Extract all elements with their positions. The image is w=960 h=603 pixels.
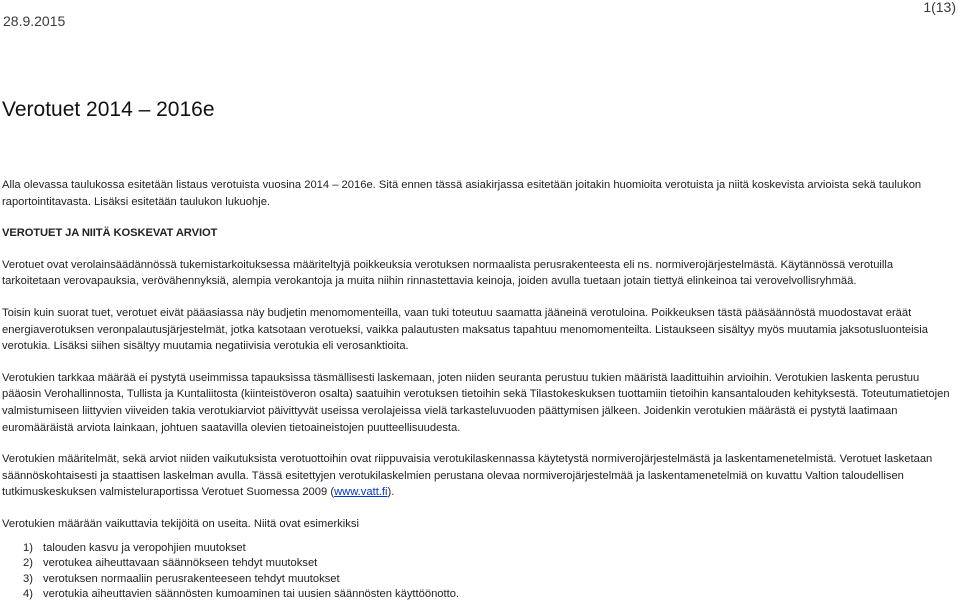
paragraph-budget: Toisin kuin suorat tuet, verotuet eivät pääasiassa näy budjetin menomomenteilla, vaan tuki toteutuu saamatta jääneinä verotuloina. Poikkeuksen tästä pääsäännöstä muodostavat eräät energiaverotuksen veronpalautusjärjestelmät, jotka katsotaan verotueksi, vaikka palautusten maksatus tapahtuu menomomenteilta. Listaukseen sisältyy myös muutamia jaksotusluonteisia verotukia. Lisäksi siihen sisältyy muutamia negatiivisia verotukia eli verosanktioita.: [2, 306, 928, 353]
list-number: 2): [23, 557, 33, 570]
vatt-link[interactable]: www.vatt.fi: [334, 486, 388, 499]
list-number: 1): [23, 541, 33, 554]
paragraph-definition: Verotuet ovat verolainsäädännössä tukemistarkoituksessa määriteltyjä poikkeuksia verotuksen normaalista perusrakenteesta eli ns. normiverojärjestelmästä. Käytännössä verotuilla tarkoitetaan verovapauksia, verövähennyksiä, alempia verokantoja ja muita niihin rinnastettavia keinoja, joiden avulla tuetaan jotain tiettyä elinkeinoa tai verovelvollisryhmää.: [2, 258, 894, 288]
list-number: 4): [23, 588, 33, 601]
intro-paragraph: Alla olevassa taulukossa esitetään listaus verotuista vuosina 2014 – 2016e. Sitä ennen tässä asiakirjassa esitetään joitakin huomioita verotuista ja niitä koskevista arvioista sekä taulukon raportointitavasta. Lisäksi esitetään taulukon lukuohje.: [2, 179, 922, 208]
section-heading: VEROTUET JA NIITÄ KOSKEVAT ARVIOT: [2, 227, 218, 240]
document-date: 28.9.2015: [3, 13, 66, 29]
paragraph-factors-intro: Verotukien määrään vaikuttavia tekijöitä on useita. Niitä ovat esimerkiksi: [2, 517, 359, 530]
list-text: verotukea aiheuttavaan säännökseen tehdyt muutokset: [43, 557, 318, 570]
list-number: 3): [23, 572, 33, 585]
list-item: [2, 556, 952, 572]
methodology-text-end: ).: [387, 486, 395, 499]
page-number: 1(13): [923, 0, 956, 15]
list-text: verotuksen normaaliin perusrakenteeseen tehdyt muutokset: [43, 572, 340, 585]
document-title: Verotuet 2014 – 2016e: [2, 98, 215, 121]
factors-list: [2, 541, 952, 603]
list-item: [2, 572, 952, 588]
paragraph-methodology: [2, 451, 952, 501]
list-text: talouden kasvu ja veropohjien muutokset: [43, 541, 246, 554]
document-body: [2, 177, 952, 603]
methodology-text: Verotukien määritelmät, sekä arviot niiden vaikutuksista verotuottoihin ovat riippuvaisia verotukilaskennassa käytetystä normiverojärjestelmästä ja laskentamenetelmistä. Verotuet lasketaan säännöskohtaisesti ja staattisen laskelman avulla. Tässä esitettyjen verotukilaskelmien perustana olevaa normiverojärjestelmää ja laskentamenetelmiä on kuvattu Valtion taloudellisen tutkimuskeskuksen valmisteluraportissa Verotuet Suomessa 2009 (: [2, 453, 933, 499]
paragraph-estimation: Verotukien tarkkaa määrää ei pystytä useimmissa tapauksissa täsmällisesti laskemaan, joten niiden seuranta perustuu tukien määristä laadittuihin arvioihin. Verotukien laskenta perustuu pääosin Verohallinnosta, Tullista ja Kuntaliitosta (kiinteistöveron osalta) saatuihin verotuksen tietoihin sekä Tilastokeskuksen tuottamiin tietoihin kansantalouden kehityksestä. Toteutumatietojen valmistumiseen liittyvien viiveiden takia verotukiarviot päivittyvät useissa verolajeissa vielä tarkasteluvuoden päättymisen jälkeen. Joidenkin verotukien määrästä ei pystytä laatimaan euromääräistä arviota lainkaan, johtuen saatavilla olevien tietoaineistojen puutteellisuudesta.: [2, 371, 950, 434]
list-text: verotukia aiheuttavien säännösten kumoaminen tai uusien säännösten käyttöönotto.: [43, 588, 460, 601]
list-item: [2, 541, 952, 557]
